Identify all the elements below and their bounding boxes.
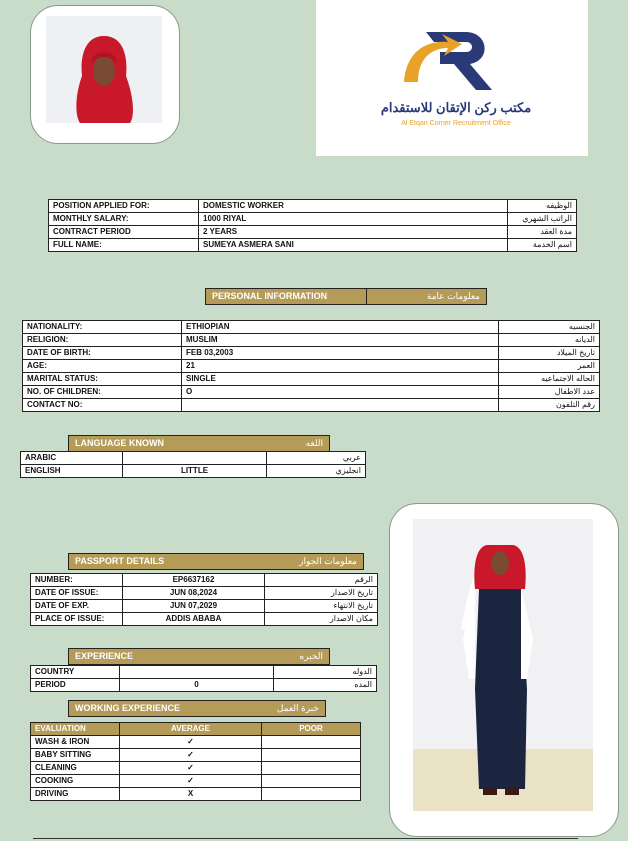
personal-info-title-ar: معلومات عامة [366,289,486,304]
skill-average: ✓ [120,736,262,749]
table-row [23,360,600,373]
table-row [23,373,600,386]
table-row [23,399,600,412]
row-value: FEB 03,2003 [182,347,499,360]
row-label: MARITAL STATUS: [23,373,182,386]
row-value: 1000 RIYAL [199,213,508,226]
row-label-ar: تاريخ الانتهاء [265,600,378,613]
table-row [31,666,377,679]
row-label: CONTRACT PERIOD [49,226,199,239]
logo-mark-icon [396,22,508,94]
row-label: NO. OF CHILDREN: [23,386,182,399]
skill-average: X [120,788,262,801]
skill-average: ✓ [120,749,262,762]
table-row [31,679,377,692]
personal-info-title: PERSONAL INFORMATION [206,289,366,304]
office-name-arabic: مكتب ركن الإتقان للاستقدام [380,100,532,115]
language-table [20,451,366,478]
skill-poor [262,775,361,788]
row-value: SUMEYA ASMERA SANI [199,239,508,252]
row-label: DATE OF EXP. [31,600,123,613]
working-exp-table [30,722,361,801]
row-label: FULL NAME: [49,239,199,252]
passport-table [30,573,378,626]
row-value [123,452,267,465]
skill-name: BABY SITTING [31,749,120,762]
row-value: O [182,386,499,399]
skill-poor [262,749,361,762]
table-row [31,587,378,600]
row-value: MUSLIM [182,334,499,347]
row-label: NUMBER: [31,574,123,587]
row-value [120,666,274,679]
passport-header [68,553,364,570]
full-body-photo-frame [389,503,619,837]
experience-table [30,665,377,692]
table-row [21,465,366,478]
row-value: JUN 08,2024 [123,587,265,600]
row-label: ENGLISH [21,465,123,478]
personal-info-header [205,288,487,305]
row-label-ar: اسم الخدمة [508,239,577,252]
row-label: CONTACT NO: [23,399,182,412]
portrait-photo [46,16,162,123]
skill-poor [262,736,361,749]
row-value: 2 YEARS [199,226,508,239]
table-row [49,200,577,213]
row-label-ar: عربي [267,452,366,465]
company-logo [316,0,588,156]
row-label-ar: مكان الاصدار [265,613,378,626]
row-label: DATE OF BIRTH: [23,347,182,360]
table-row [23,321,600,334]
row-value: 21 [182,360,499,373]
table-row [23,334,600,347]
row-label-ar: المده [274,679,377,692]
passport-title: PASSPORT DETAILS [69,554,246,569]
experience-header [68,648,330,665]
table-row [31,736,361,749]
row-value: LITTLE [123,465,267,478]
working-exp-title: WORKING EXPERIENCE [69,701,241,716]
row-label-ar: انجليزي [267,465,366,478]
skill-poor [262,788,361,801]
row-value: SINGLE [182,373,499,386]
row-label-ar: العمر [499,360,600,373]
table-row [23,386,600,399]
experience-title: EXPERIENCE [69,649,241,664]
poor-col-header: POOR [262,723,361,736]
row-label: MONTHLY SALARY: [49,213,199,226]
eval-col-header: EVALUATION [31,723,120,736]
row-value: 0 [120,679,274,692]
language-header [68,435,330,452]
table-row [31,788,361,801]
row-value: EP6637162 [123,574,265,587]
language-title-ar: اللغه [211,436,329,451]
row-value [182,399,499,412]
table-row [31,762,361,775]
footer-divider [33,838,578,839]
row-label-ar: مدة العقد [508,226,577,239]
passport-title-ar: معلومات الجواز [246,554,363,569]
row-value: ETHIOPIAN [182,321,499,334]
row-label-ar: الحاله الاجتماعيه [499,373,600,386]
table-row [31,749,361,762]
row-label-ar: عدد الاطفال [499,386,600,399]
row-label-ar: الوظيفه [508,200,577,213]
skill-average: ✓ [120,762,262,775]
row-label: NATIONALITY: [23,321,182,334]
skill-name: DRIVING [31,788,120,801]
table-row [21,452,366,465]
row-label-ar: الراتب الشهري [508,213,577,226]
row-label-ar: تاريخ الميلاد [499,347,600,360]
average-col-header: AVERAGE [120,723,262,736]
row-label: AGE: [23,360,182,373]
row-label-ar: رقم التلفون [499,399,600,412]
row-label-ar: الدوله [274,666,377,679]
row-label: DATE OF ISSUE: [31,587,123,600]
row-label-ar: الديانه [499,334,600,347]
skill-poor [262,762,361,775]
experience-title-ar: الخبره [241,649,329,664]
skill-name: COOKING [31,775,120,788]
row-label: PERIOD [31,679,120,692]
working-exp-header [68,700,326,717]
table-row [49,213,577,226]
full-body-photo [413,519,593,811]
language-title: LANGUAGE KNOWN [69,436,211,451]
row-label: PLACE OF ISSUE: [31,613,123,626]
row-label-ar: الرقم [265,574,378,587]
row-value: DOMESTIC WORKER [199,200,508,213]
row-label: RELIGION: [23,334,182,347]
row-value: JUN 07,2029 [123,600,265,613]
row-label-ar: الجنسيه [499,321,600,334]
table-row [31,775,361,788]
table-row [31,574,378,587]
skill-name: WASH & IRON [31,736,120,749]
table-row [31,613,378,626]
table-row [31,600,378,613]
job-info-table [48,199,577,252]
table-row [49,239,577,252]
row-label: POSITION APPLIED FOR: [49,200,199,213]
row-value: ADDIS ABABA [123,613,265,626]
personal-info-table [22,320,600,412]
row-label-ar: تاريخ الاصدار [265,587,378,600]
row-label: ARABIC [21,452,123,465]
skill-average: ✓ [120,775,262,788]
table-row [49,226,577,239]
office-name-english: Al Etqan Corner Recruitment Office [401,120,511,127]
portrait-photo-frame [30,5,180,144]
skill-name: CLEANING [31,762,120,775]
working-exp-title-ar: خبرة العمل [241,701,325,716]
row-label: COUNTRY [31,666,120,679]
table-row [23,347,600,360]
